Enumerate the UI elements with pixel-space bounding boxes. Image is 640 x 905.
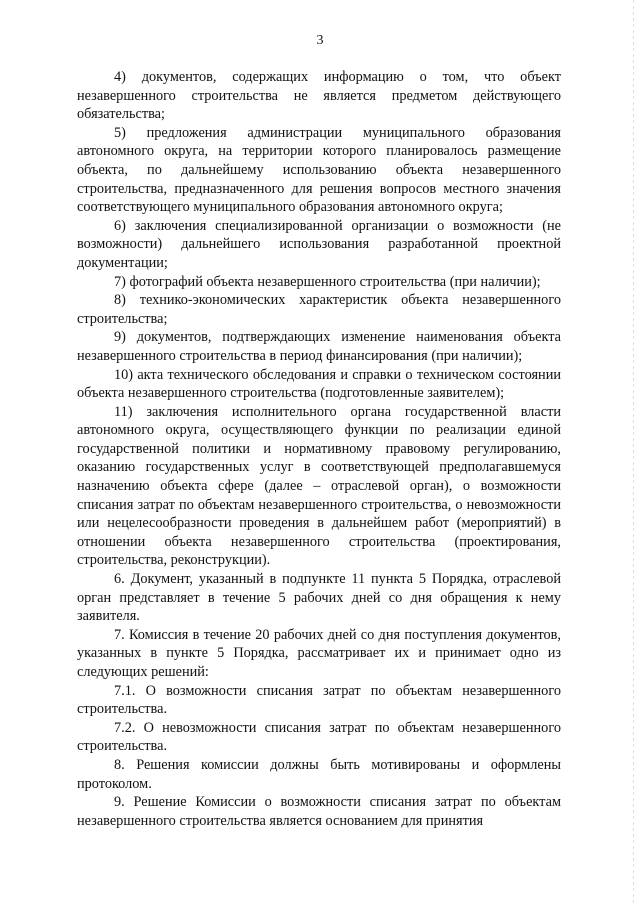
item-5-paragraph: 5) предложения администрации муниципального образования автономного округа, на территории которого планировалось размещение объекта, по дальнейшему использованию объекта незавершенного строительства, предназначенного для решения вопросов местного значения соответствующего муниципального образования автономного округа;: [77, 124, 561, 216]
item-9-paragraph: 9) документов, подтверждающих изменение наименования объекта незавершенного строительства в период финансирования (при наличии);: [77, 329, 561, 364]
document-body: [77, 68, 561, 830]
clause-7-1-paragraph: 7.1. О возможности списания затрат по объектам незавершенного строительства.: [77, 682, 561, 718]
item-8-paragraph: 8) технико-экономических характеристик объекта незавершенного строительства;: [77, 292, 561, 327]
item-10-paragraph: 10) акта технического обследования и справки о техническом состоянии объекта незавершенного строительства (подготовленные заявителем);: [77, 366, 561, 402]
clause-9-paragraph: 9. Решение Комиссии о возможности списания затрат по объектам незавершенного строительства является основанием для принятия: [77, 794, 561, 829]
clause-7-2-paragraph: 7.2. О невозможности списания затрат по объектам незавершенного строительства.: [77, 719, 561, 755]
item-4-paragraph: 4) документов, содержащих информацию о том, что объект незавершенного строительства не является предметом действующего обязательства;: [77, 69, 561, 123]
clause-6-paragraph: 6. Документ, указанный в подпункте 11 пункта 5 Порядка, отраслевой орган представляет в течение 5 рабочих дней со дня обращения к нему заявителя.: [77, 571, 561, 625]
item-11-paragraph: 11) заключения исполнительного органа государственной власти автономного округа, осуществляющего функции по реализации единой государственной политики и нормативному правовому регулированию, оказанию государственных услуг в соответствующей предполагавшемуся назначению объекта сфере (далее – отраслевой орган), о возможности списания затрат по объектам незавершенного строительства, о невозможности или нецелесообразности проведения в дальнейшем работ (мероприятий) в отношении объекта незавершенного строительства (проектирования, строительства, реконструкции).: [77, 403, 561, 569]
clause-7-paragraph: 7. Комиссия в течение 20 рабочих дней со дня поступления документов, указанных в пункте 5 Порядка, рассматривает их и принимает одно из следующих решений:: [77, 626, 561, 680]
clause-8-paragraph: 8. Решения комиссии должны быть мотивированы и оформлены протоколом.: [77, 756, 561, 792]
item-7-paragraph: 7) фотографий объекта незавершенного строительства (при наличии);: [114, 273, 541, 290]
page-number: 3: [316, 33, 324, 48]
scan-edge-line: [633, 0, 634, 905]
item-6-paragraph: 6) заключения специализированной организации о возможности (не возможности) дальнейшего использования разработанной проектной документации;: [77, 217, 561, 271]
